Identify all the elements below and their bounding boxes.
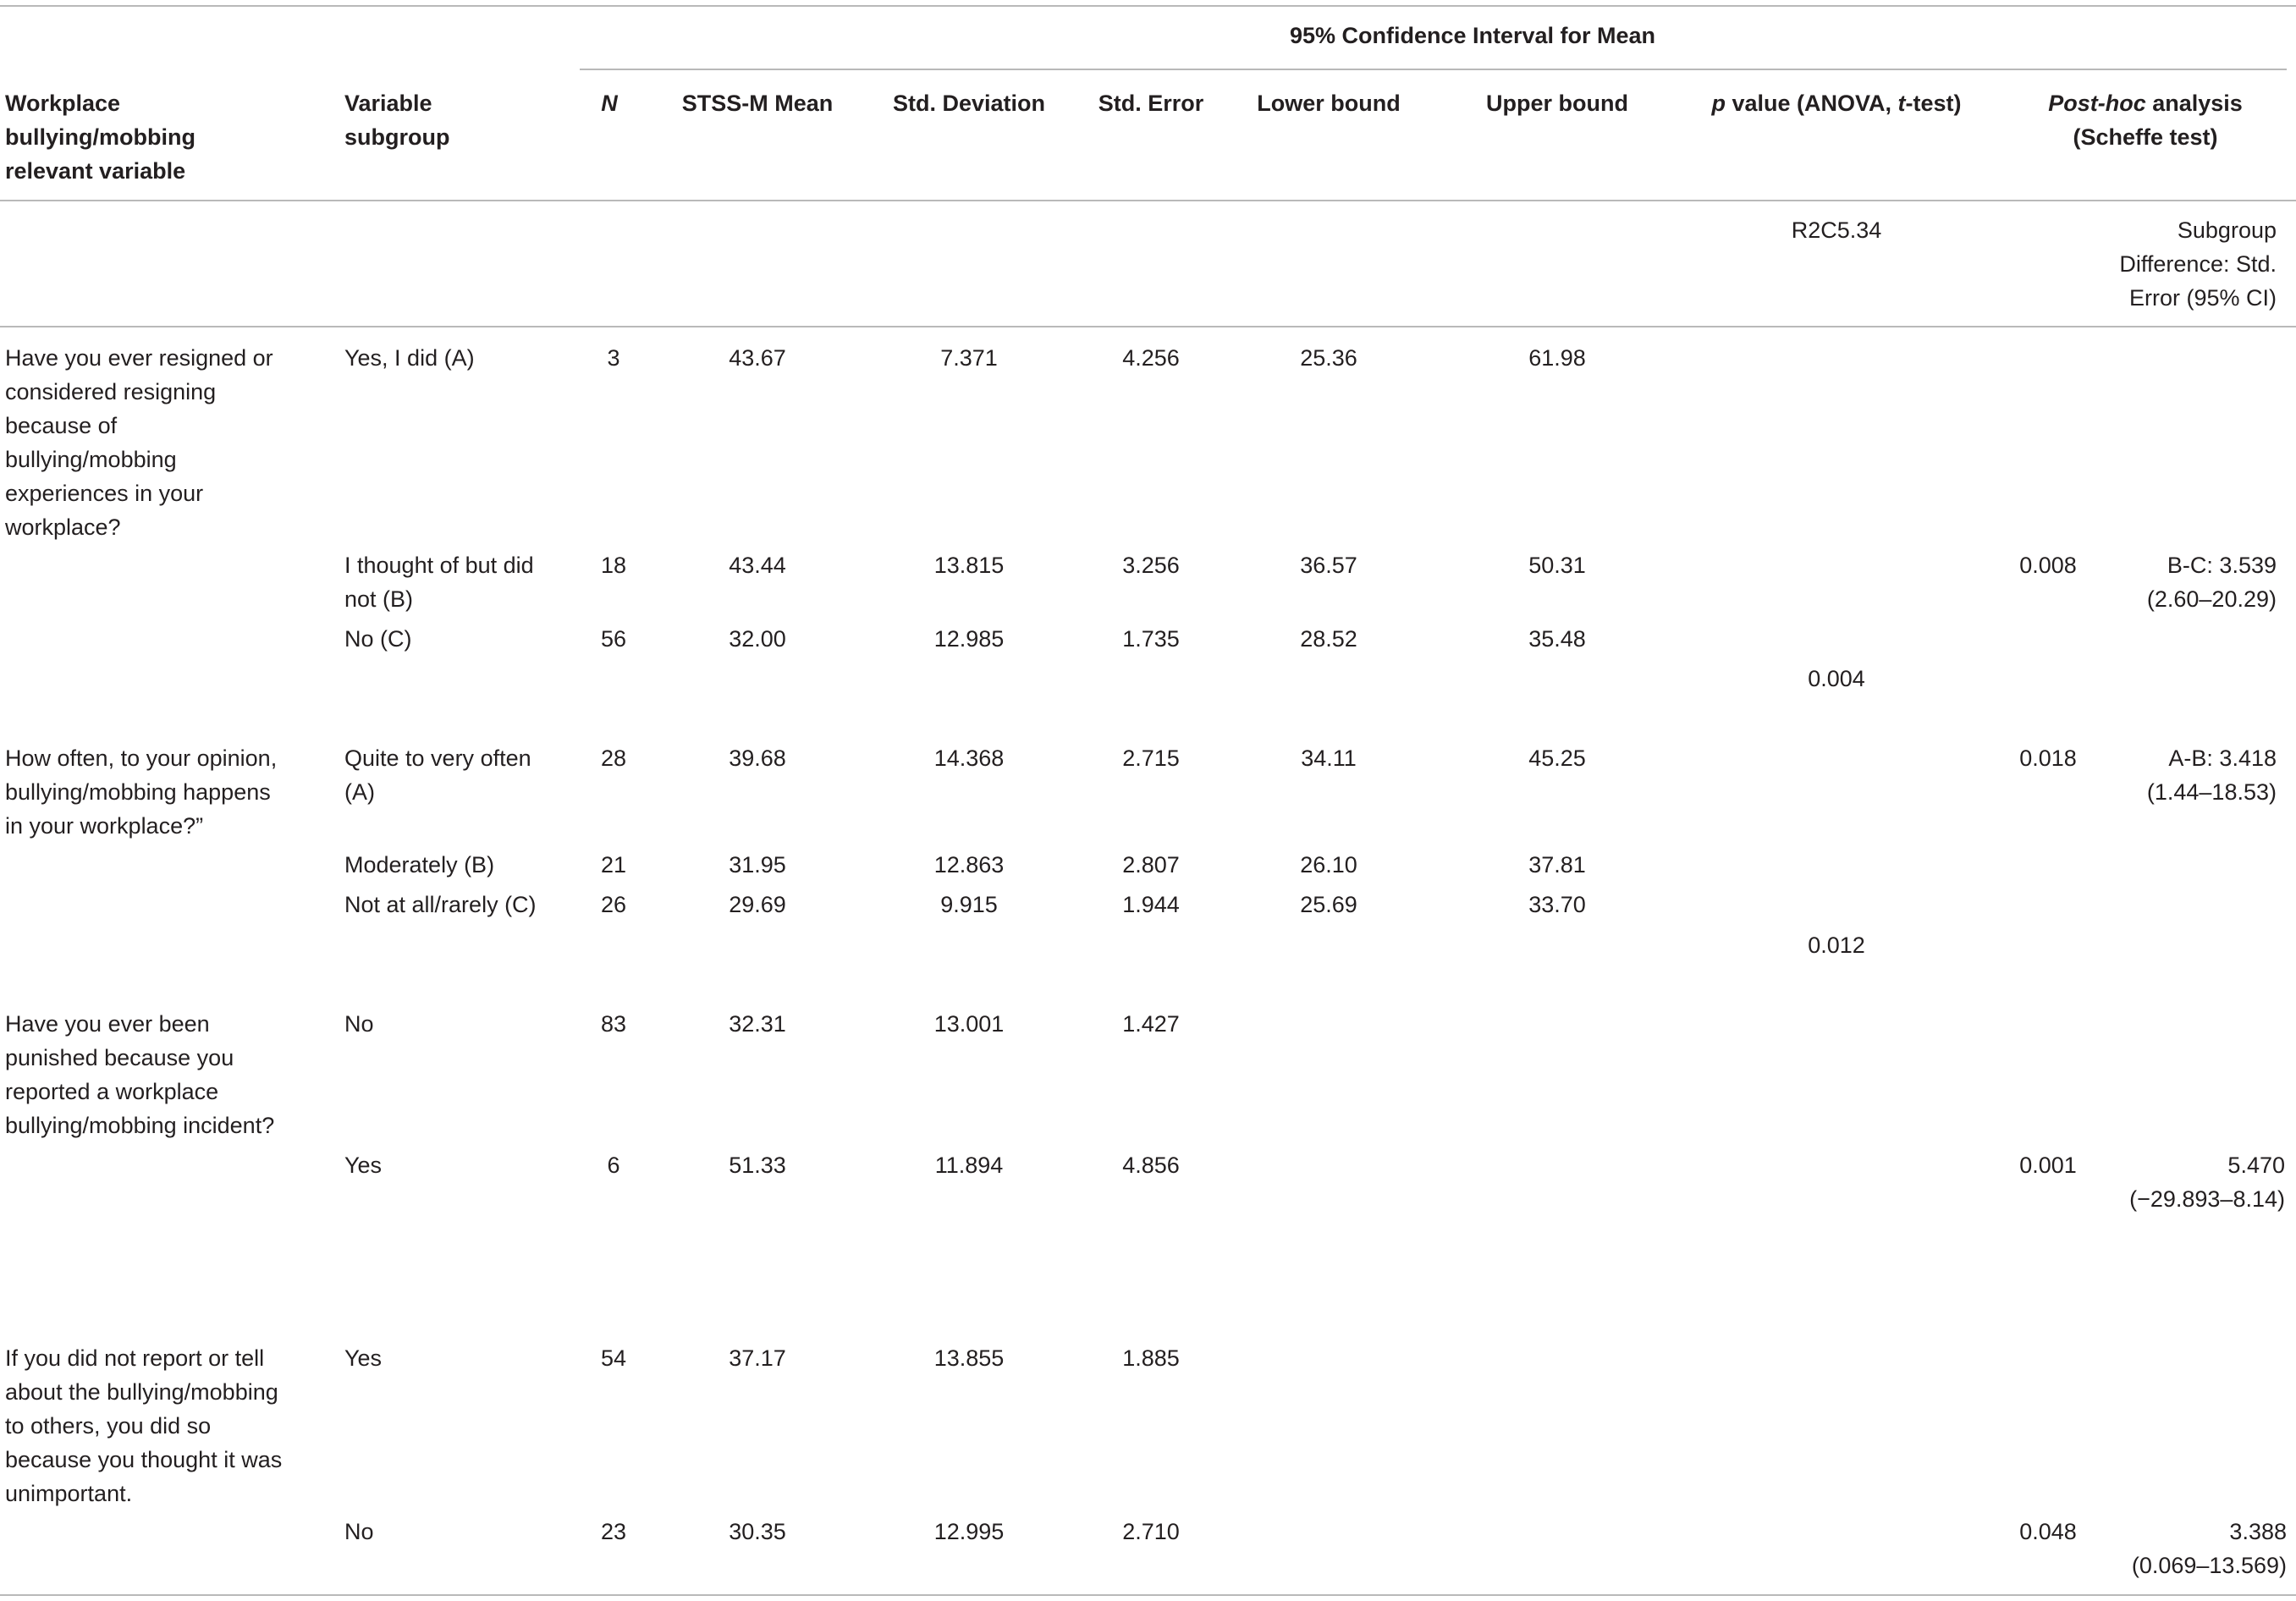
header-p-suffix: -test)	[1905, 91, 1962, 116]
lower-cell: 25.69	[1300, 892, 1357, 917]
se-cell: 2.715	[1122, 745, 1180, 771]
subgroup-cell: I thought of but did not (B)	[344, 553, 534, 612]
posthoc-cell: A-B: 3.418 (1.44–18.53)	[2146, 745, 2277, 805]
upper-cell: 35.48	[1528, 626, 1586, 652]
header-subgroup: Variable subgroup	[344, 91, 450, 150]
upper-cell: 45.25	[1528, 745, 1586, 771]
header-upper: Upper bound	[1486, 91, 1628, 116]
header-p-italic: p	[1711, 91, 1726, 116]
mean-cell: 32.00	[729, 626, 786, 652]
n-cell: 54	[600, 1345, 627, 1371]
se-cell: 4.856	[1122, 1153, 1180, 1178]
header-se: Std. Error	[1098, 91, 1204, 116]
mean-cell: 43.67	[729, 345, 786, 371]
sd-cell: 9.915	[940, 892, 998, 917]
header-posthoc-line2: (Scheffe test)	[2073, 124, 2218, 150]
lower-cell: 34.11	[1301, 745, 1357, 771]
table-bottom-rule	[0, 1594, 2296, 1596]
se-cell: 1.735	[1122, 626, 1180, 652]
header-posthoc	[2001, 86, 2289, 154]
mean-cell: 39.68	[729, 745, 786, 771]
upper-cell: 37.81	[1528, 852, 1586, 878]
header-n	[575, 86, 643, 120]
posthoc-p-cell: 0.008	[2019, 553, 2077, 578]
subheader-p-note: R2C5.34	[1791, 217, 1882, 243]
anova-p-cell: 0.012	[1808, 933, 1865, 958]
n-cell: 28	[600, 745, 627, 771]
sd-cell: 12.995	[933, 1519, 1005, 1544]
subgroup-cell: Yes	[344, 1153, 383, 1178]
posthoc-p-cell: 0.048	[2019, 1519, 2077, 1544]
sd-cell: 11.894	[934, 1153, 1004, 1178]
se-cell: 1.427	[1122, 1011, 1180, 1037]
anova-p-cell: 0.004	[1808, 666, 1865, 691]
subgroup-cell: No	[344, 1011, 374, 1037]
se-cell: 1.944	[1122, 892, 1180, 917]
ci-group-header: 95% Confidence Interval for Mean	[1289, 23, 1656, 48]
subgroup-cell: No	[344, 1519, 374, 1544]
n-cell: 18	[600, 553, 627, 578]
n-cell: 26	[600, 892, 627, 917]
header-posthoc-italic: Post-hoc	[2048, 91, 2146, 116]
header-lower: Lower bound	[1257, 91, 1401, 116]
subgroup-cell: Not at all/rarely (C)	[344, 892, 537, 917]
sd-cell: 13.815	[933, 553, 1005, 578]
header-n-text: N	[601, 91, 618, 116]
header-p-value	[1671, 86, 2001, 120]
posthoc-cell: 3.388 (0.069–13.569)	[2131, 1519, 2287, 1578]
se-cell: 4.256	[1122, 345, 1180, 371]
mean-cell: 32.31	[729, 1011, 786, 1037]
header-posthoc-rest: analysis	[2145, 91, 2243, 116]
lower-cell: 26.10	[1300, 852, 1357, 878]
posthoc-cell: 5.470 (−29.893–8.14)	[2129, 1153, 2285, 1212]
subgroup-cell: Yes	[344, 1345, 383, 1371]
upper-cell: 33.70	[1528, 892, 1586, 917]
posthoc-cell: B-C: 3.539 (2.60–20.29)	[2146, 553, 2277, 612]
variable-cell: Have you ever resigned or considered resigning because of bullying/mobbing experiences in your workplace?	[5, 345, 273, 540]
subheader-bottom-rule	[0, 326, 2296, 327]
upper-cell: 50.31	[1528, 553, 1586, 578]
posthoc-p-cell: 0.018	[2019, 745, 2077, 771]
n-cell: 3	[607, 345, 620, 371]
top-rule	[0, 5, 2296, 7]
n-cell: 83	[600, 1011, 627, 1037]
n-cell: 56	[600, 626, 627, 652]
mean-cell: 43.44	[729, 553, 786, 578]
variable-cell: If you did not report or tell about the bullying/mobbing to others, you did so because you thought it was unimportant.	[5, 1345, 283, 1506]
n-cell: 6	[607, 1153, 620, 1178]
se-cell: 2.807	[1122, 852, 1180, 878]
n-cell: 21	[600, 852, 627, 878]
header-mean: STSS-M Mean	[681, 91, 834, 116]
se-cell: 1.885	[1122, 1345, 1180, 1371]
subgroup-cell: Moderately (B)	[344, 852, 495, 878]
posthoc-p-cell: 0.001	[2019, 1153, 2077, 1178]
lower-cell: 36.57	[1300, 553, 1357, 578]
se-cell: 3.256	[1122, 553, 1180, 578]
variable-cell: How often, to your opinion, bullying/mobbing happens in your workplace?”	[5, 745, 278, 839]
header-bottom-rule	[0, 200, 2296, 201]
header-variable: Workplace bullying/mobbing relevant variable	[5, 91, 195, 184]
mean-cell: 31.95	[729, 852, 786, 878]
mean-cell: 30.35	[729, 1519, 786, 1544]
sd-cell: 12.863	[933, 852, 1005, 878]
lower-cell: 25.36	[1300, 345, 1357, 371]
mean-cell: 29.69	[729, 892, 786, 917]
variable-cell: Have you ever been punished because you reported a workplace bullying/mobbing incident?	[5, 1011, 275, 1138]
subheader-posthoc-note: Subgroup Difference: Std. Error (95% CI)	[2119, 217, 2277, 311]
ci-group-rule	[580, 69, 2287, 70]
sd-cell: 12.985	[933, 626, 1005, 652]
n-cell: 23	[600, 1519, 627, 1544]
sd-cell: 13.001	[933, 1011, 1005, 1037]
subgroup-cell: Quite to very often (A)	[344, 745, 531, 805]
sd-cell: 7.371	[940, 345, 998, 371]
upper-cell: 61.98	[1528, 345, 1586, 371]
lower-cell: 28.52	[1300, 626, 1357, 652]
header-sd: Std. Deviation	[892, 91, 1046, 116]
subgroup-cell: No (C)	[344, 626, 412, 652]
header-p-t: t	[1897, 91, 1906, 116]
sd-cell: 13.855	[933, 1345, 1005, 1371]
header-p-rest: value (ANOVA,	[1725, 91, 1898, 116]
se-cell: 2.710	[1122, 1519, 1180, 1544]
mean-cell: 51.33	[729, 1153, 786, 1178]
mean-cell: 37.17	[729, 1345, 786, 1371]
sd-cell: 14.368	[933, 745, 1005, 771]
subgroup-cell: Yes, I did (A)	[344, 345, 475, 371]
